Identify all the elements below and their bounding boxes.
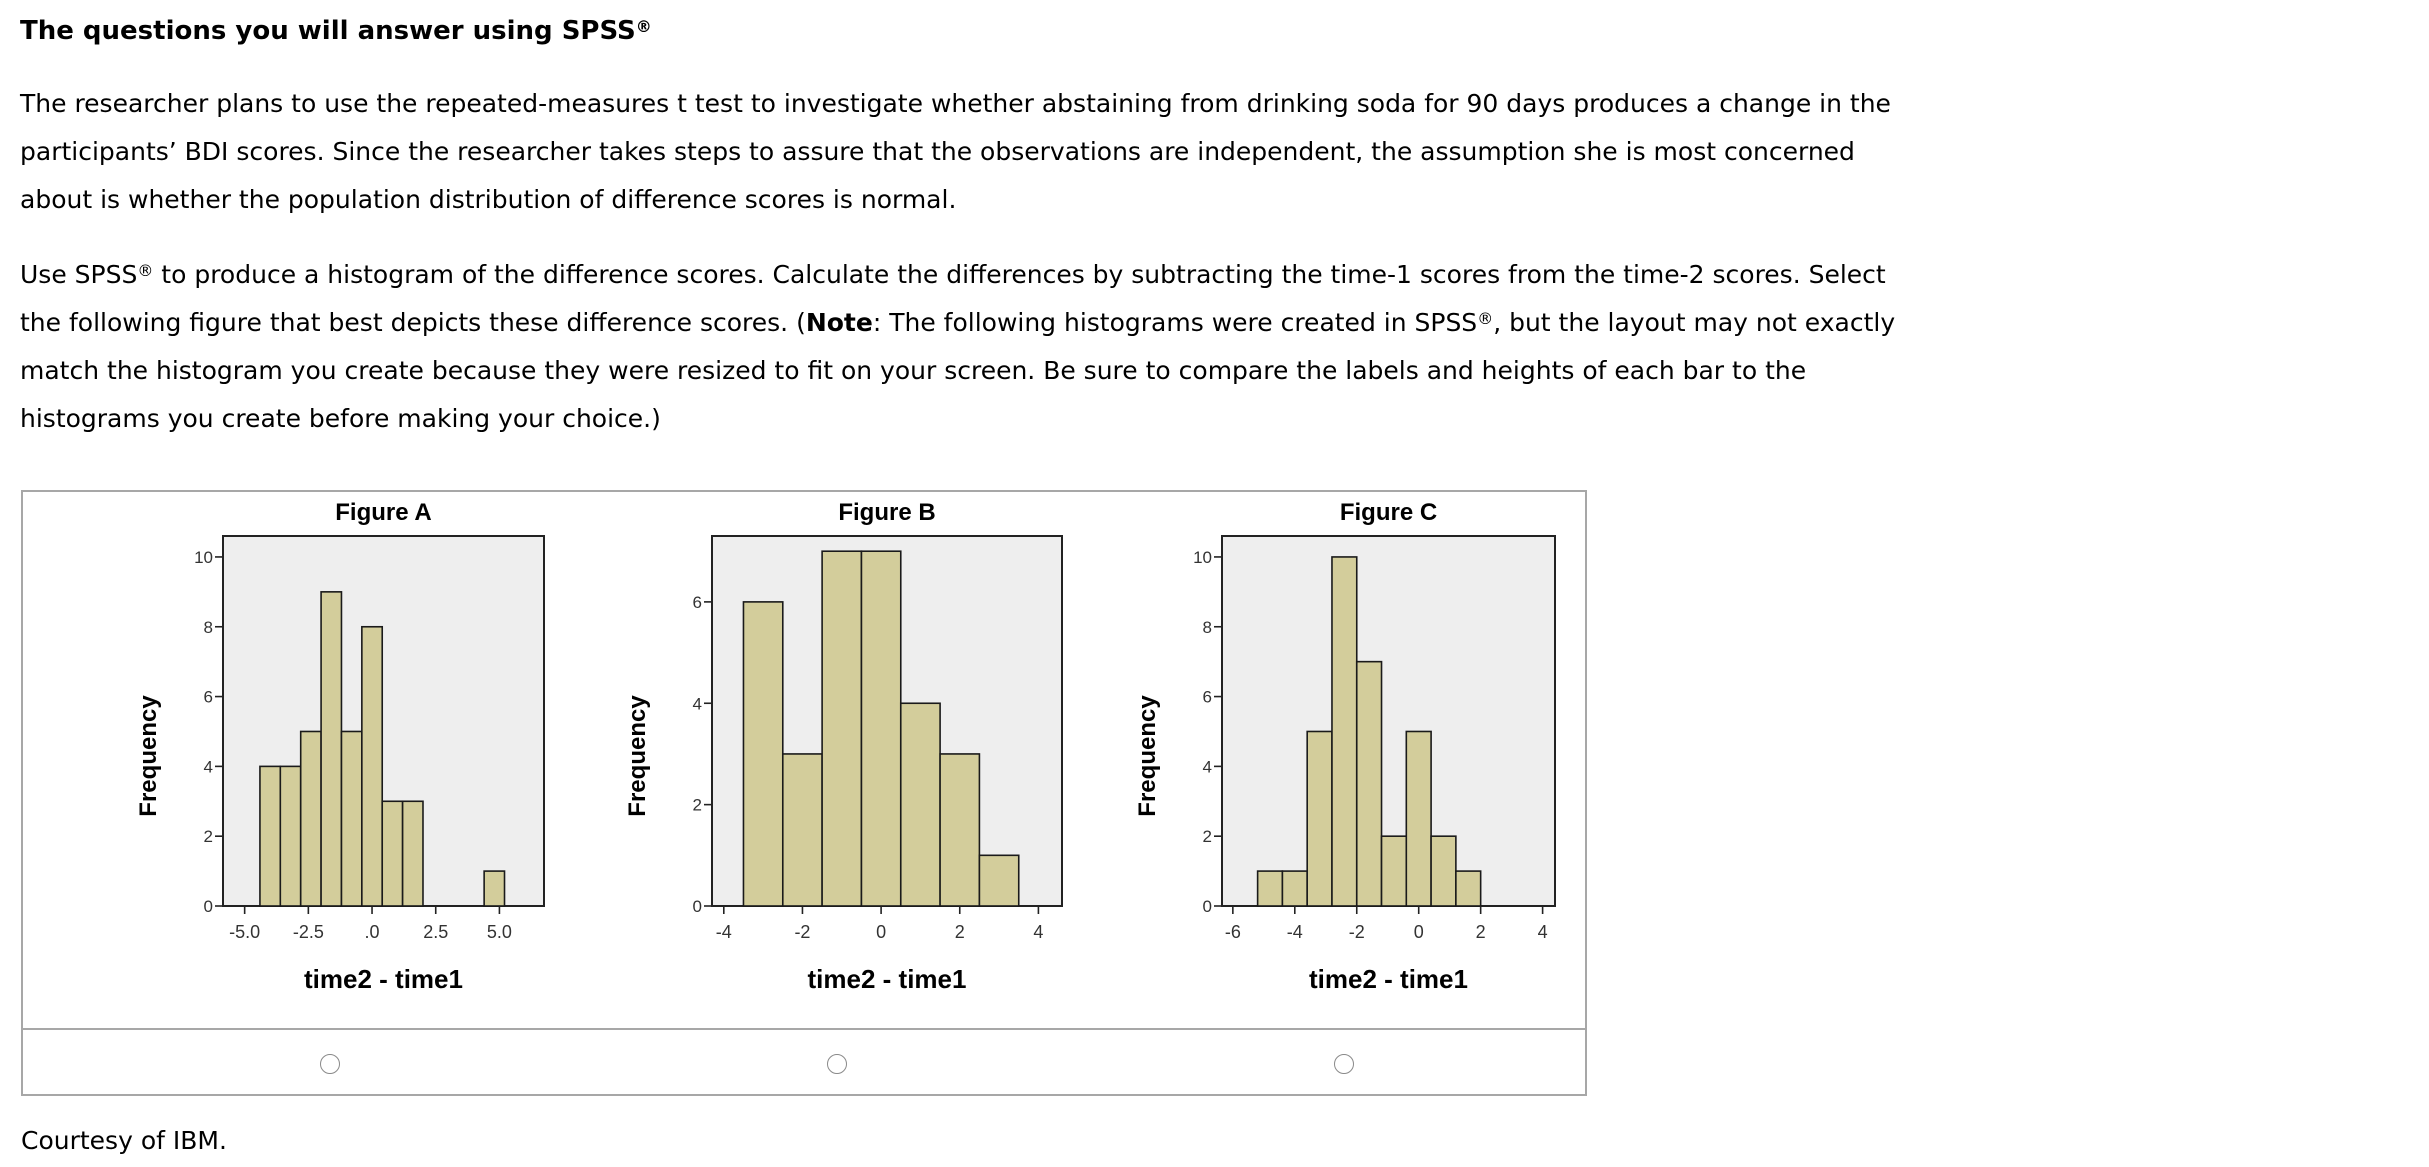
figure-c-cell xyxy=(1037,492,1548,1028)
x-tick-label: -5.0 xyxy=(229,922,261,942)
figure-a-cell xyxy=(23,492,530,1028)
histogram-bar xyxy=(403,801,423,906)
histogram-bar xyxy=(362,627,382,906)
histogram-bar xyxy=(1382,836,1407,906)
histogram-bar xyxy=(260,766,280,906)
y-tick-label: 6 xyxy=(1202,687,1212,707)
histogram-bar xyxy=(484,871,504,906)
x-tick-label: 4 xyxy=(1537,922,1548,942)
figure-b-cell xyxy=(530,492,1044,1028)
histogram-bar xyxy=(382,801,402,906)
figure-choice-panel xyxy=(21,490,1587,1096)
figure-title: Figure C xyxy=(1339,499,1438,526)
p2-text-1: Use SPSS xyxy=(20,260,138,289)
histogram-bar xyxy=(321,592,341,906)
histogram-bar xyxy=(1332,557,1357,906)
x-axis-label: time2 - time1 xyxy=(1309,964,1468,994)
x-tick-label: 0 xyxy=(876,922,887,942)
histogram-bar xyxy=(301,731,321,906)
y-tick-label: 2 xyxy=(692,795,702,815)
y-tick-label: 4 xyxy=(692,694,702,714)
p2-text-3: : The following histograms were created in SPSS xyxy=(872,308,1478,337)
y-tick-label: 6 xyxy=(692,592,702,612)
y-tick-label: 8 xyxy=(1202,617,1212,637)
registered-mark: ® xyxy=(137,261,154,280)
courtesy-credit: Courtesy of IBM. xyxy=(21,1126,227,1155)
figure-b-radio[interactable] xyxy=(827,1054,847,1074)
histogram-bar xyxy=(280,766,300,906)
histogram-bar xyxy=(979,855,1018,906)
y-axis-label: Frequency xyxy=(1134,695,1161,817)
histogram-bar xyxy=(1357,662,1382,906)
x-tick-label: -4 xyxy=(1286,922,1303,942)
histogram-bar xyxy=(1307,731,1332,906)
y-tick-label: 4 xyxy=(1202,757,1212,777)
figure-c-radio[interactable] xyxy=(1334,1054,1354,1074)
x-tick-label: 2 xyxy=(1475,922,1486,942)
y-tick-label: 4 xyxy=(203,757,213,777)
x-axis-label: time2 - time1 xyxy=(304,964,463,994)
histogram-bar xyxy=(341,731,361,906)
registered-mark: ® xyxy=(1477,309,1494,328)
registered-mark: ® xyxy=(635,17,652,36)
y-tick-label: 6 xyxy=(203,687,213,707)
x-tick-label: 0 xyxy=(1413,922,1424,942)
heading-text: The questions you will answer using SPSS xyxy=(20,16,636,46)
x-tick-label: -2 xyxy=(794,922,811,942)
p2-text-2: to produce a histogram of the difference scores. Calculate the differences by subtracting the time-1 scores from the time-2 scores. Select the following figure that best depicts these difference scores. ( xyxy=(20,260,1886,337)
y-axis-label: Frequency xyxy=(624,695,651,817)
figure-a-radio[interactable] xyxy=(320,1054,340,1074)
x-tick-label: 2.5 xyxy=(423,922,449,942)
question-page xyxy=(20,14,1900,433)
y-tick-label: 10 xyxy=(1193,547,1212,567)
instructions-paragraph-1: The researcher plans to use the repeated-measures t test to investigate whether abstaining from drinking soda for 90 days produces a change in the participants’ BDI scores. Since the researcher takes steps to assure that the observations are independent, the assumption she is most concerned about is whether the population distribution of difference scores is normal. xyxy=(20,89,1891,214)
x-tick-label: .0 xyxy=(364,922,380,942)
histogram-bar xyxy=(940,754,979,906)
y-tick-label: 8 xyxy=(203,617,213,637)
y-tick-label: 0 xyxy=(1202,897,1212,916)
x-tick-label: 4 xyxy=(1033,922,1044,942)
y-tick-label: 2 xyxy=(1202,827,1212,847)
figure-c-histogram xyxy=(1037,492,1548,1028)
x-tick-label: 5.0 xyxy=(486,922,512,942)
histogram-bar xyxy=(1258,871,1283,906)
x-tick-label: -6 xyxy=(1224,922,1241,942)
histogram-bar xyxy=(1406,731,1431,906)
histogram-bar xyxy=(861,551,900,906)
figures-row xyxy=(23,492,1585,1028)
y-tick-label: 0 xyxy=(692,897,702,916)
x-tick-label: 2 xyxy=(954,922,965,942)
figure-b-histogram xyxy=(530,492,1044,1028)
histogram-bar xyxy=(1282,871,1307,906)
y-axis-label: Frequency xyxy=(135,695,162,817)
histogram-bar xyxy=(1456,871,1481,906)
note-label: Note xyxy=(805,308,873,337)
histogram-bar xyxy=(1431,836,1456,906)
p2-text-4: , but the layout may not exactly match the histogram you create because they were resized to fit on your screen. Be sure to compare the labels and heights of each bar to the histograms you create before making your choice.) xyxy=(20,308,1896,433)
x-axis-label: time2 - time1 xyxy=(807,964,967,994)
figure-a-histogram xyxy=(23,492,530,1028)
histogram-bar xyxy=(743,602,782,906)
x-tick-label: -2 xyxy=(1348,922,1365,942)
x-tick-label: -2.5 xyxy=(292,922,324,942)
histogram-bar xyxy=(822,551,861,906)
figure-title: Figure B xyxy=(838,499,936,526)
y-tick-label: 10 xyxy=(194,547,213,567)
instructions-paragraph-2 xyxy=(20,251,1900,443)
histogram-bar xyxy=(783,754,822,906)
y-tick-label: 0 xyxy=(203,897,213,916)
figure-title: Figure A xyxy=(335,499,432,526)
answer-options-row xyxy=(23,1028,1585,1098)
histogram-bar xyxy=(901,703,940,906)
section-heading xyxy=(20,14,1900,48)
x-tick-label: -4 xyxy=(715,922,732,942)
y-tick-label: 2 xyxy=(203,827,213,847)
